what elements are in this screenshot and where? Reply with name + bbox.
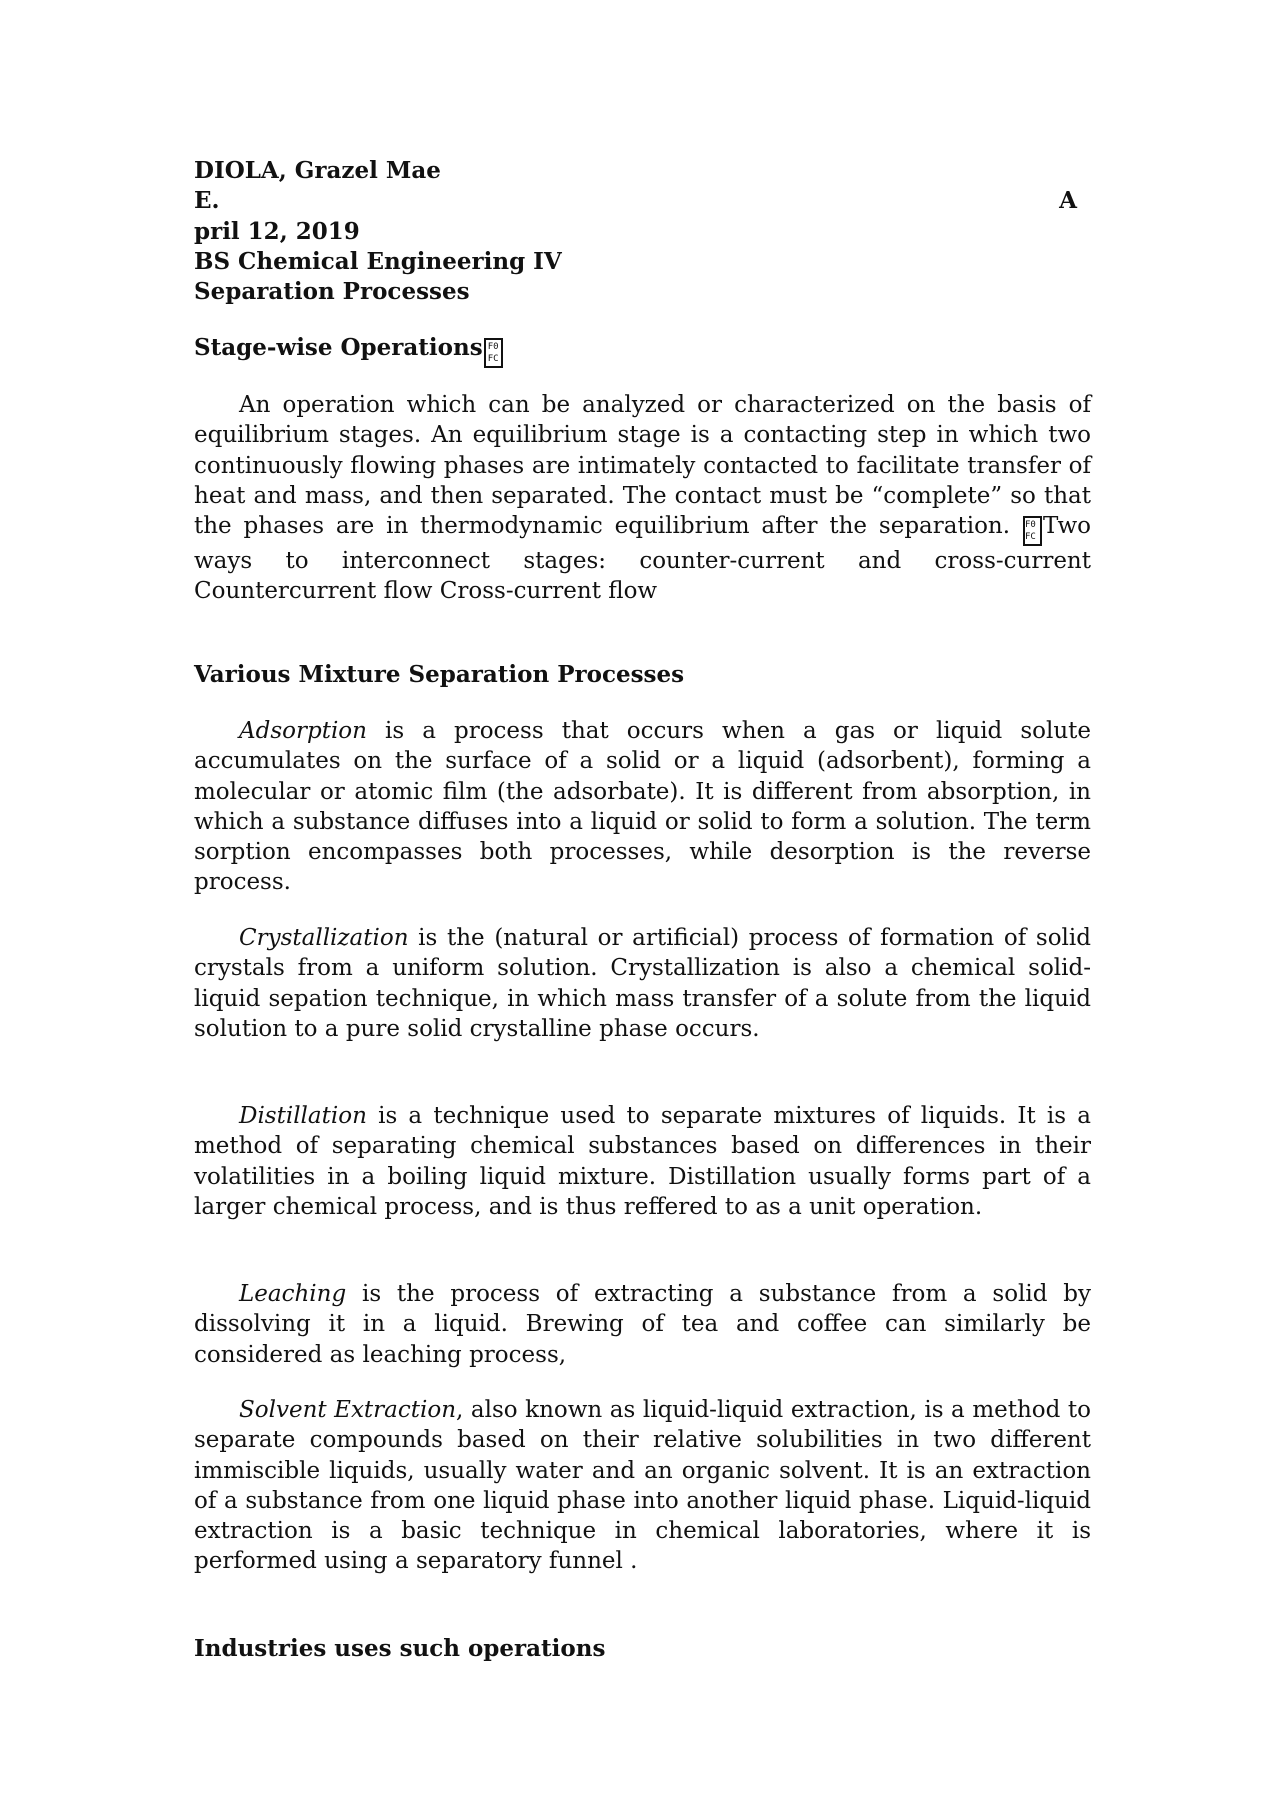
paragraph-crystallization: [194, 923, 1091, 1044]
missing-glyph-icon: [484, 338, 503, 368]
definition: is the process of extracting a substance from a solid by dissolving it in a liquid. Brewing of tea and coffee can similarly be considered as leaching process,: [194, 1281, 1091, 1368]
definition: is a process that occurs when a gas or liquid solute accumulates on the surface of a solid or a liquid (adsorbent), forming a molecular or atomic film (the adsorbate). It is different from absorption, in which a substance diffuses into a liquid or solid to form a solution. The term sorption encompasses both processes, while desorption is the reverse process.: [194, 718, 1091, 896]
paragraph-adsorption: [194, 716, 1091, 898]
term: Solvent Extraction: [239, 1397, 457, 1423]
author-initial: E.: [194, 187, 220, 215]
course: BS Chemical Engineering IV: [194, 247, 562, 275]
stagewise-text-b: Two ways to interconnect stages: counter-current and cross-current: [194, 513, 1092, 575]
paragraph-solvent-extraction: [194, 1395, 1091, 1577]
stagewise-paragraph: [194, 390, 1091, 607]
term: Leaching: [239, 1281, 347, 1307]
glyph-code-bottom: FC: [487, 354, 499, 364]
heading-various: Various Mixture Separation Processes: [194, 661, 685, 688]
heading-stagewise: [194, 333, 1091, 368]
glyph-code-bottom: FC: [1024, 532, 1036, 543]
header-block: [194, 156, 1091, 307]
term: Adsorption: [239, 718, 367, 744]
definition: is the (natural or artificial) process of formation of solid crystals from a uniform solution. Crystallization is also a chemical solid-liquid sepation technique, in which mass transfer of a solute from the liquid solution to a pure solid crystalline phase occurs.: [194, 925, 1091, 1042]
term: Distillation: [239, 1103, 367, 1129]
heading-industries: Industries uses such operations: [194, 1635, 606, 1662]
missing-glyph-icon: [1023, 516, 1042, 546]
definition: , also known as liquid-liquid extraction, is a method to separate compounds based on their relative solubilities in two different immiscible liquids, usually water and an organic solvent. It is an extraction of a substance from one liquid phase into another liquid phase. Liquid-liquid extraction is a basic technique in chemical laboratories, where it is performed using a separatory funnel .: [194, 1397, 1091, 1575]
glyph-code-top: F0: [487, 342, 499, 352]
stagewise-text-a: An operation which can be analyzed or characterized on the basis of equilibrium stages. An equilibrium stage is a contacting step in which two continuously flowing phases are intimately contacted to facilitate transfer of heat and mass, and then separated. The contact must be “complete” so that the phases are in thermodynamic equilibrium after the separation.: [194, 392, 1091, 540]
heading-text: Stage-wise Operations: [194, 334, 483, 361]
definition: is a technique used to separate mixtures of liquids. It is a method of separating chemical substances based on differences in their volatilities in a boiling liquid mixture. Distillation usually forms part of a larger chemical process, and is thus reffered to as a unit operation.: [194, 1103, 1091, 1220]
paragraph-leaching: [194, 1279, 1091, 1370]
glyph-code-top: F0: [1024, 520, 1036, 531]
initial-date-row: [194, 186, 1077, 216]
subject: Separation Processes: [194, 278, 470, 306]
date-rest: pril 12, 2019: [194, 217, 360, 245]
author-name: DIOLA, Grazel Mae: [194, 157, 441, 184]
date-first-letter: A: [1059, 187, 1077, 215]
stagewise-text-c: Countercurrent flow Cross-current flow: [194, 578, 658, 605]
term: Crystallization: [239, 925, 409, 951]
paragraph-distillation: [194, 1101, 1091, 1222]
stagewise-text: [194, 390, 1091, 576]
